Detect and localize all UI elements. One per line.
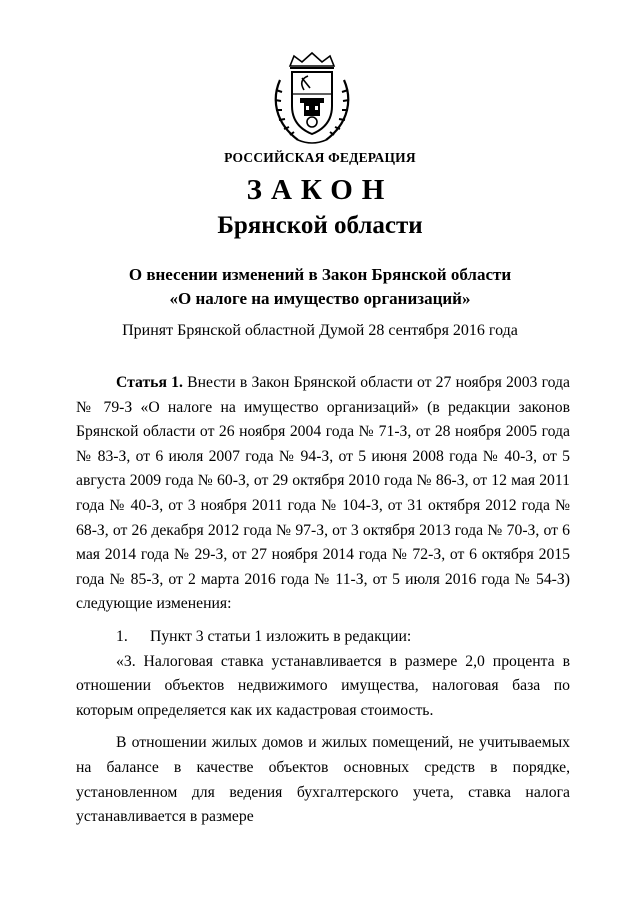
law-subject-line1: О внесении изменений в Закон Брянской области xyxy=(128,265,512,284)
region-title: Брянской области xyxy=(217,212,423,239)
bryansk-coat-of-arms-icon xyxy=(268,50,356,146)
item-1-number: 1. xyxy=(116,627,128,645)
law-subject xyxy=(0,263,640,311)
law-title: ЗАКОН xyxy=(246,174,394,206)
article-1-paragraph xyxy=(76,371,570,617)
item-1 xyxy=(76,625,570,650)
law-subject-line2: «О налоге на имущество организаций» xyxy=(169,289,471,308)
article-text: Внести в Закон Брянской области от 27 ноября 2003 года № 79-З «О налоге на имущество организаций» (в редакции законов Брянской области от 26 ноября 2004 года № 71-З, от 28 ноября 2005 года № 83-З, от 6 июля 2007 года № 94-З, от 5 июня 2008 года № 40-З, от 5 августа 2009 года № 60-З, от 29 октября 2010 года № 86-З, от 12 мая 2011 года № 40-З, от 3 ноября 2011 года № 104-З, от 31 октября 2012 года № 68-З, от 26 декабря 2012 года № 97-З, от 3 октября 2013 года № 70-З, от 6 мая 2014 года № 29-З, от 27 ноября 2014 года № 72-З, от 6 октября 2015 года № 85-З, от 2 марта 2016 года № 11-З, от 5 июля 2016 года № 54-З) следующие изменения: xyxy=(76,374,571,613)
item-1-text: Пункт 3 статьи 1 изложить в редакции: xyxy=(150,627,412,645)
adoption-note: Принят Брянской областной Думой 28 сентября 2016 года xyxy=(122,322,518,339)
article-label: Статья 1. xyxy=(116,374,183,391)
paragraph-2: В отношении жилых домов и жилых помещений, не учитываемых на балансе в качестве объектов основных средств в порядке, установленном для ведения бухгалтерского учета, ставка налога устанавливается в размере xyxy=(76,734,570,826)
country-heading: РОССИЙСКАЯ ФЕДЕРАЦИЯ xyxy=(224,150,416,165)
law-body xyxy=(76,371,570,830)
quoted-paragraph-1: «3. Налоговая ставка устанавливается в размере 2,0 процента в отношении объектов недвижимого имущества, налоговая база по которым определяется как их кадастровая стоимость. xyxy=(76,652,570,719)
